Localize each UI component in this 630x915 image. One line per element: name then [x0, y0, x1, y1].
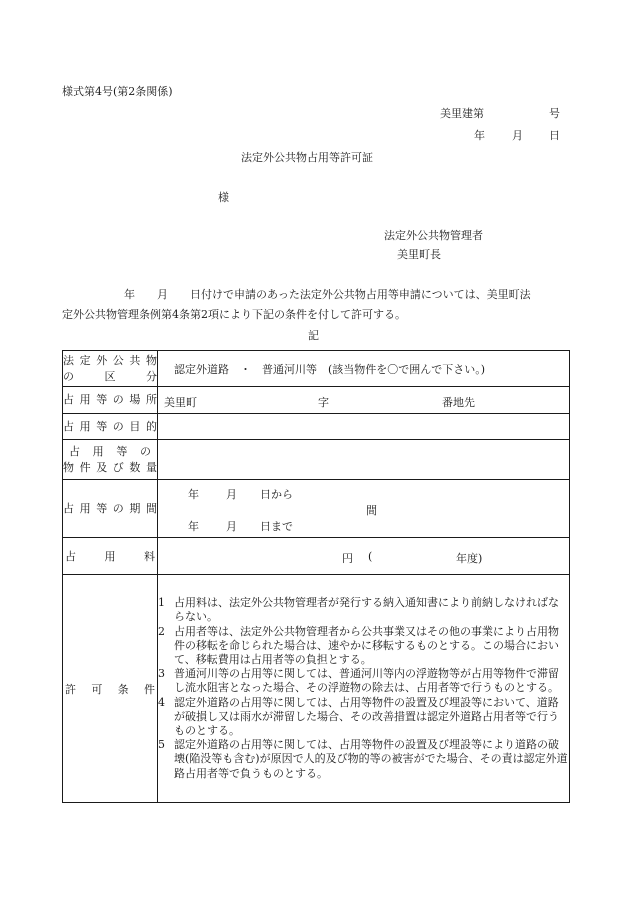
fee-yen: 円	[342, 552, 353, 565]
period-to-month: 月	[226, 520, 237, 533]
ki-heading: 記	[308, 329, 319, 342]
value-location	[158, 387, 570, 414]
issue-date-year: 年	[474, 129, 485, 142]
form-id: 様式第4号(第2条関係)	[62, 85, 173, 98]
location-banchi: 番地先	[442, 396, 475, 409]
row-location	[63, 387, 570, 414]
condition-item: 3 普通河川等の占用等に関しては、普通河川等内の浮遊物等が占用等物件で滞留し流水阻害となった場合、その浮遊物の除去は、占用者等で行うものとする。	[158, 667, 559, 695]
period-to-year: 年	[188, 520, 199, 533]
location-town: 美里町	[164, 396, 197, 409]
body-line-2: 定外公共物管理条例第4条第2項により下記の条件を付して許可する。	[62, 308, 406, 321]
label-objects: 占 用 等 の 物 件 及 び 数 量	[63, 440, 158, 480]
condition-item: 1 占用料は、法定外公共物管理者が発行する納入通知書により前納しなければならない。	[158, 596, 559, 624]
period-from-month: 月	[226, 488, 237, 501]
label-fee: 占 用 料	[63, 538, 158, 575]
document-number-suffix: 号	[549, 107, 560, 120]
condition-item: 2 占用者等は、法定外公共物管理者から公共事業又はその他の事業により占用物件の移転を命じられた場合は、速やかに移転するものとする。この場合において、移転費用は占用者等の負担とする。	[158, 624, 559, 666]
issuer-role: 法定外公共物管理者	[384, 229, 483, 242]
fee-fiscal-year: 年度)	[456, 552, 483, 565]
value-fee	[158, 538, 570, 575]
value-purpose	[158, 414, 570, 440]
period-from-day: 日から	[260, 488, 293, 501]
document-number	[440, 108, 560, 119]
value-conditions	[158, 575, 570, 803]
issue-date	[474, 130, 560, 141]
row-classification	[63, 351, 570, 387]
period-to-day: 日まで	[260, 520, 293, 533]
row-conditions	[63, 575, 570, 803]
fee-paren-open: (	[368, 550, 373, 563]
label-classification: 法 定 外 公 共 物 の 区 分	[63, 351, 158, 387]
location-aza: 字	[318, 396, 329, 409]
permit-body-text	[62, 285, 570, 325]
issue-date-month: 月	[512, 129, 523, 142]
label-location: 占 用 等 の 場 所	[63, 387, 158, 414]
row-period	[63, 480, 570, 538]
period-from-year: 年	[188, 488, 199, 501]
permit-table	[62, 350, 570, 803]
value-objects	[158, 440, 570, 480]
issue-date-day: 日	[549, 129, 560, 142]
label-conditions: 許 可 条 件	[63, 575, 158, 803]
issuer-name: 美里町長	[397, 248, 441, 261]
label-purpose: 占 用 等 の 目 的	[63, 414, 158, 440]
condition-item: 4 認定外道路の占用等に関しては、占用等物件の設置及び埋設等において、道路が破損し又は雨水が滞留した場合、その改善措置は認定外道路占用者等で行うものとする。	[158, 695, 559, 737]
document-title: 法定外公共物占用等許可証	[241, 151, 373, 164]
document-number-prefix: 美里建第	[440, 107, 484, 120]
condition-item: 5 認定外道路の占用等に関しては、占用等物件の設置及び埋設等により道路の破壊(陥没等も含む)が原因で人的及び物的等の被害がでた場合、その責は認定外道路占用者等で負うものとする。	[158, 738, 568, 780]
value-classification: 認定外道路 ・ 普通河川等 (該当物件を〇で囲んで下さい。)	[158, 351, 570, 387]
row-fee	[63, 538, 570, 575]
label-period: 占 用 等 の 期 間	[63, 480, 158, 538]
row-purpose	[63, 414, 570, 440]
value-period	[158, 480, 570, 538]
body-line-1: 年 月 日付けで申請のあった法定外公共物占用等申請については、美里町法	[124, 288, 531, 301]
period-duration: 間	[366, 504, 377, 517]
row-objects	[63, 440, 570, 480]
addressee-suffix: 様	[218, 191, 229, 204]
